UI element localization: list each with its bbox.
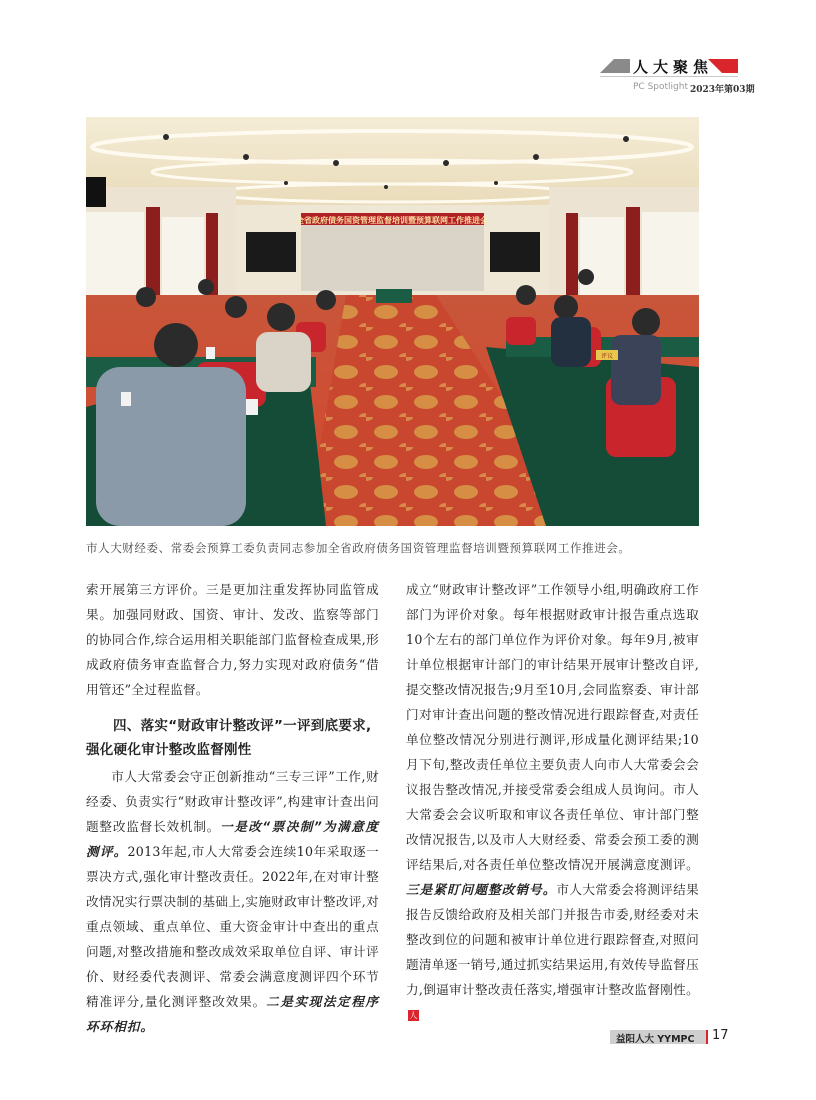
right-paragraph-emphasis: 三是紧盯问题整改销号。 bbox=[406, 882, 557, 897]
meeting-banner: 全省政府债务国资管理监督培训暨预算联网工作推进会 bbox=[296, 216, 488, 225]
header-gray-tab bbox=[600, 59, 630, 73]
section-title: 人大聚焦 bbox=[633, 58, 714, 76]
header-divider bbox=[600, 76, 738, 77]
left-paragraph-2-emphasis-1: 一是改“票决制”为满意度测评。 bbox=[86, 819, 379, 859]
left-paragraph-2-text-b: 2013年起,市人大常委会连续10年采取逐一票决方式,强化审计整改责任。2022年,在对审计整改情况实行票决制的基础上,实施财政审计整改评,对重点领域、重点单位、重大资金审计中查出的重点问题,对整改措施和整改成效采取单位自评、审计评价、财经委代表测评、常委会满意度测评四个环节精准评分,量化测评整改效果。 bbox=[86, 844, 379, 1009]
end-mark-icon: 人 bbox=[409, 1011, 418, 1020]
right-paragraph-text-a: 成立“财政审计整改评”工作领导小组,明确政府工作部门为评价对象。每年根据财政审计报告重点选取10个左右的部门单位作为评价对象。每年9月,被审计单位根据审计部门的审计结果开展审计整改自评,提交整改情况报告;9月至10月,会同监察委、审计部门对审计查出问题的整改情况进行跟踪督查,对责任单位整改情况分别进行测评,形成量化测评结果;10月下旬,整改责任单位主要负责人向市人大常委会会议报告整改情况,并接受常委会组成人员询问。市人大常委会会议听取和审议各责任单位、审计部门整改情况报告,以及市人大财经委、常委会预工委的测评结果后,对各责任单位整改情况开展满意度测评。 bbox=[406, 582, 699, 872]
section-heading-line-1: 四、落实“财政审计整改评”一评到底要求, bbox=[113, 718, 372, 734]
section-heading-line-2: 强化硬化审计整改监督刚性 bbox=[86, 742, 252, 758]
meeting-photo bbox=[86, 117, 699, 526]
tent-card: 评议 bbox=[600, 353, 614, 360]
left-paragraph-1: 索开展第三方评价。三是更加注重发挥协同监管成果。加强同财政、国资、审计、发改、监察等部门的协同合作,综合运用相关职能部门监督检查成果,形成政府债务审查监督合力,努力实现对政府债务“借用管还”全过程监督。 bbox=[86, 582, 379, 697]
left-paragraph-2-emphasis-2: 二是实现法定程序环环相扣。 bbox=[86, 994, 380, 1034]
footer-label: 益阳人大 YYMPC bbox=[616, 1034, 695, 1045]
left-paragraph-2 bbox=[86, 764, 379, 1039]
left-paragraph-2-text-a: 市人大常委会守正创新推动“三专三评”工作,财经委、负责实行“财政审计整改评”,构建审计查出问题整改监督长效机制。 bbox=[86, 769, 379, 834]
left-column bbox=[86, 577, 379, 1039]
issue-number: 2023年第03期 bbox=[690, 85, 755, 95]
right-column bbox=[406, 577, 699, 1027]
section-heading bbox=[86, 714, 379, 762]
page-number: 17 bbox=[712, 1028, 729, 1043]
section-subtitle: PC Spotlight bbox=[633, 82, 688, 92]
right-paragraph-text-b: 市人大常委会将测评结果报告反馈给政府及相关部门并报告市委,财经委对未整改到位的问题和被审计单位进行跟踪督查,对照问题清单逐一销号,通过抓实结果运用,有效传导监督压力,倒逼审计整改责任落实,增强审计整改监督刚性。 bbox=[406, 882, 699, 997]
right-paragraph bbox=[406, 577, 699, 1027]
footer-divider bbox=[706, 1030, 708, 1044]
photo-caption: 市人大财经委、常委会预算工委负责同志参加全省政府债务国资管理监督培训暨预算联网工作推进会。 bbox=[86, 541, 631, 555]
